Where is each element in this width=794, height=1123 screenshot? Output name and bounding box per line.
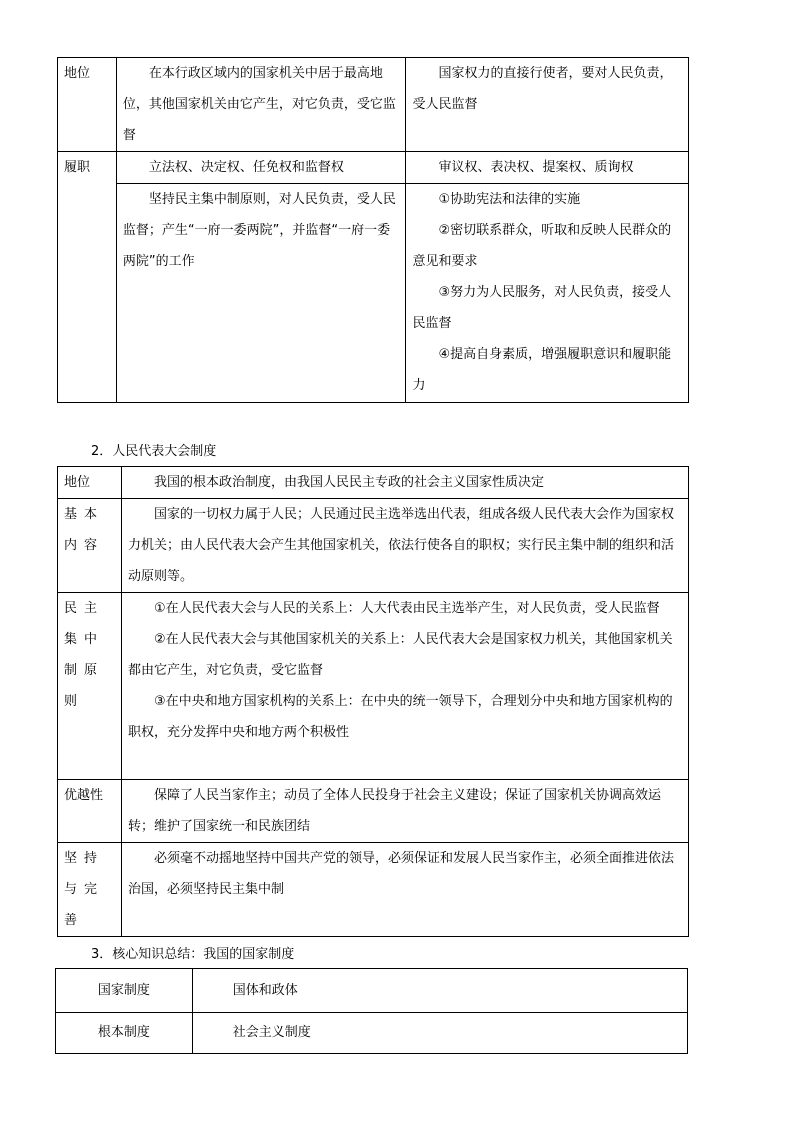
duty-item: ④提高自身素质，增强履职意识和履职能力 [412,347,672,393]
row-label: 优越性 [58,780,122,843]
duty-right-powers: 审议权、表决权、提案权、质询权 [406,152,689,184]
row-content: 保障了人民当家作主；动员了全体人民投身于社会主义建设；保证了国家机关协调高效运转；维护了国家统一和民族团结 [121,780,688,843]
section-2-heading: 2．人民代表大会制度 [91,444,217,459]
duty-left-desc: 坚持民主集中制原则，对人民负责，受人民监督；产生“一府一委两院”，并监督“一府一委两院”的工作 [116,184,406,403]
summary-key: 根本制度 [56,1013,193,1054]
npc-principle-row [58,593,689,780]
summary-key: 国家制度 [56,969,193,1013]
status-row [58,58,689,152]
row-label: 坚持与完善 [58,843,122,937]
summary-value: 社会主义制度 [192,1013,687,1054]
duty-item: ③努力为人民服务，对人民负责，接受人民监督 [412,285,672,331]
status-right-cell: 国家权力的直接行使者，要对人民负责，受人民监督 [406,58,689,152]
npc-uphold-row [58,843,689,937]
npc-basic-row [58,499,689,593]
row-label: 民主集中制原则 [58,593,122,780]
row-content [121,593,688,780]
section-3-heading: 3．核心知识总结：我国的国家制度 [91,947,295,962]
summary-row [56,1013,688,1054]
duty-item: ①协助宪法和法律的实施 [438,192,581,207]
summary-value: 国体和政体 [192,969,687,1013]
npc-system-table [57,466,689,937]
row-label: 基本内容 [58,499,122,593]
state-system-summary-table [55,968,688,1054]
principle-item: ②在人民代表大会与其他国家机关的关系上：人民代表大会是国家权力机关，其他国家机关都由它产生，对它负责，受它监督 [127,632,673,678]
status-left-cell: 在本行政区域内的国家机关中居于最高地位，其他国家机关由它产生，对它负责，受它监督 [116,58,406,152]
principle-item: ③在中央和地方国家机构的关系上：在中央的统一领导下，合理划分中央和地方国家机构的职权，充分发挥中央和地方两个积极性 [127,694,673,740]
summary-row [56,969,688,1013]
principle-item: ①在人民代表大会与人民的关系上：人大代表由民主选举产生，对人民负责，受人民监督 [153,601,660,616]
organ-comparison-table [57,57,689,403]
duty-powers-row [58,152,689,184]
npc-status-row [58,467,689,499]
duty-right-list [406,184,689,403]
duty-desc-row [58,184,689,403]
row-label-duty: 履职 [58,152,117,403]
duty-left-powers: 立法权、决定权、任免权和监督权 [116,152,406,184]
row-content: 必须毫不动摇地坚持中国共产党的领导，必须保证和发展人民当家作主，必须全面推进依法治国，必须坚持民主集中制 [121,843,688,937]
row-label-status: 地位 [58,58,117,152]
row-content: 国家的一切权力属于人民；人民通过民主选举选出代表，组成各级人民代表大会作为国家权力机关；由人民代表大会产生其他国家机关，依法行使各自的职权；实行民主集中制的组织和活动原则等。 [121,499,688,593]
npc-advantage-row [58,780,689,843]
row-label: 地位 [58,467,122,499]
row-content: 我国的根本政治制度，由我国人民民主专政的社会主义国家性质决定 [121,467,688,499]
duty-item: ②密切联系群众，听取和反映人民群众的意见和要求 [412,223,672,269]
